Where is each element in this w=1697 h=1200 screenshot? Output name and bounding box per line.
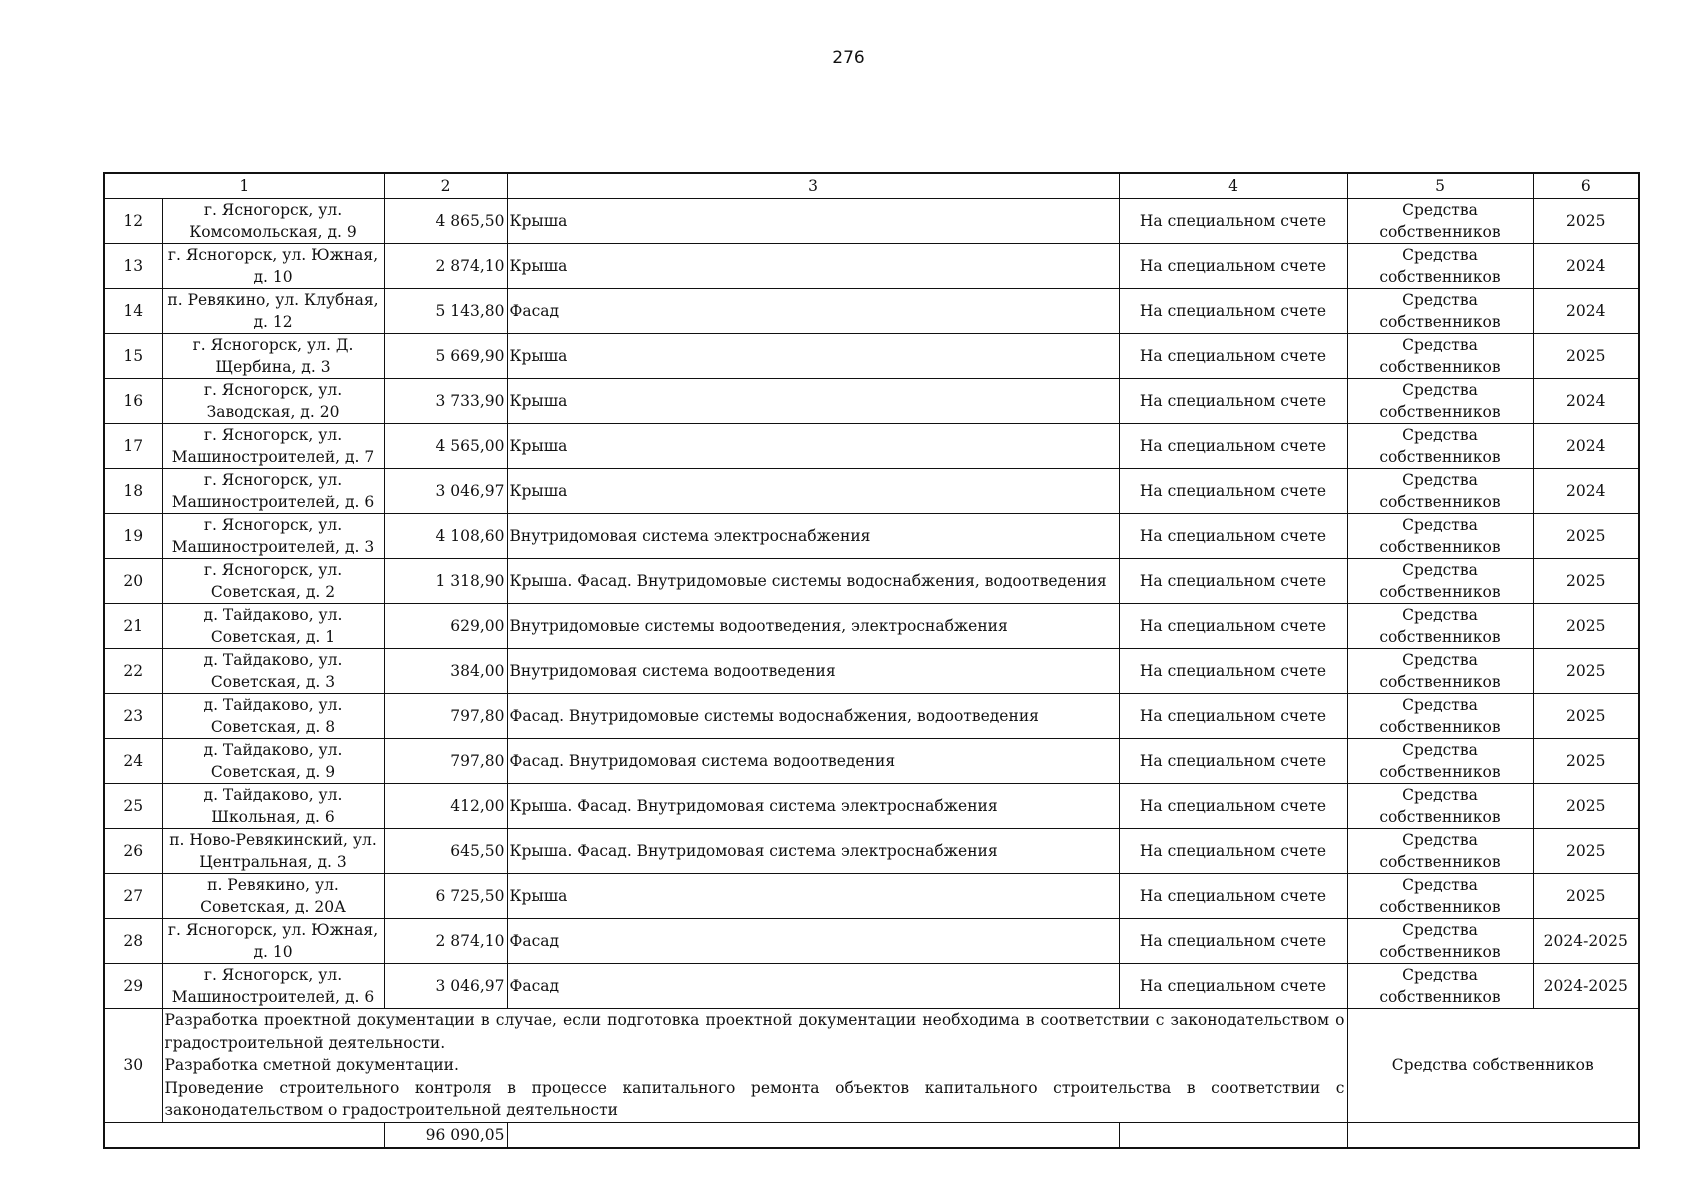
row-funding-source: Средства собственников: [1347, 604, 1533, 649]
row-fund-method: На специальном счете: [1119, 649, 1347, 694]
row-fund-method: На специальном счете: [1119, 919, 1347, 964]
row-work-type: Крыша: [507, 244, 1119, 289]
extra-works-line: Разработка проектной документации в случае, если подготовка проектной документации необходима в соответствии с законодательством о градостроительной деятельности.: [164, 1011, 1345, 1052]
total-blank-cell-5: [1347, 1122, 1639, 1148]
row-fund-method: На специальном счете: [1119, 694, 1347, 739]
total-blank-cell-3: [507, 1122, 1119, 1148]
row-funding-source: Средства собственников: [1347, 874, 1533, 919]
row-number: 17: [104, 424, 162, 469]
table-row: [104, 424, 1639, 469]
row-number: 19: [104, 514, 162, 559]
table-row: [104, 469, 1639, 514]
row-address: п. Ново-Ревякинский, ул. Центральная, д. 3: [162, 829, 384, 874]
table-row: [104, 964, 1639, 1009]
extra-works-line: Разработка сметной документации.: [164, 1056, 459, 1074]
row-work-type: Фасад: [507, 289, 1119, 334]
row-work-type: Крыша: [507, 469, 1119, 514]
table-row: [104, 739, 1639, 784]
row-fund-method: На специальном счете: [1119, 739, 1347, 784]
row-number: 25: [104, 784, 162, 829]
row-funding-source: Средства собственников: [1347, 334, 1533, 379]
row-area: 412,00: [384, 784, 507, 829]
row-funding-source: Средства собственников: [1347, 379, 1533, 424]
row-address: г. Ясногорск, ул. Машиностроителей, д. 3: [162, 514, 384, 559]
row-number: 22: [104, 649, 162, 694]
row-area: 2 874,10: [384, 244, 507, 289]
row-fund-method: На специальном счете: [1119, 469, 1347, 514]
header-col-1: 1: [104, 173, 384, 199]
row-area: 4 108,60: [384, 514, 507, 559]
row-number: 16: [104, 379, 162, 424]
row-funding-source: Средства собственников: [1347, 784, 1533, 829]
row-fund-method: На специальном счете: [1119, 964, 1347, 1009]
row-year: 2024: [1533, 469, 1639, 514]
row-number: 26: [104, 829, 162, 874]
row-fund-method: На специальном счете: [1119, 424, 1347, 469]
total-blank-cell-4: [1119, 1122, 1347, 1148]
row-number: 28: [104, 919, 162, 964]
row-funding-source: Средства собственников: [1347, 469, 1533, 514]
row-fund-method: На специальном счете: [1119, 559, 1347, 604]
table-row: [104, 919, 1639, 964]
table-row: [104, 514, 1639, 559]
row-number: 27: [104, 874, 162, 919]
row-year: 2025: [1533, 559, 1639, 604]
row-address: г. Ясногорск, ул. Южная, д. 10: [162, 244, 384, 289]
row-address: г. Ясногорск, ул. Советская, д. 2: [162, 559, 384, 604]
row-number: 29: [104, 964, 162, 1009]
row-area: 3 046,97: [384, 964, 507, 1009]
table-row: [104, 784, 1639, 829]
row-number: 15: [104, 334, 162, 379]
row-funding-source: Средства собственников: [1347, 694, 1533, 739]
row-year: 2025: [1533, 649, 1639, 694]
row-work-type: Крыша. Фасад. Внутридомовая система электроснабжения: [507, 784, 1119, 829]
row-number: 12: [104, 199, 162, 244]
table-row: [104, 334, 1639, 379]
row-work-type: Крыша. Фасад. Внутридомовые системы водоснабжения, водоотведения: [507, 559, 1119, 604]
row-area: 4 865,50: [384, 199, 507, 244]
row-area: 1 318,90: [384, 559, 507, 604]
extra-works-description: [162, 1009, 1347, 1123]
row-work-type: Крыша. Фасад. Внутридомовая система электроснабжения: [507, 829, 1119, 874]
row-address: п. Ревякино, ул. Советская, д. 20А: [162, 874, 384, 919]
row-year: 2025: [1533, 739, 1639, 784]
row-work-type: Фасад. Внутридомовые системы водоснабжения, водоотведения: [507, 694, 1119, 739]
row-address: г. Ясногорск, ул. Комсомольская, д. 9: [162, 199, 384, 244]
row-year: 2024: [1533, 289, 1639, 334]
row-address: г. Ясногорск, ул. Заводская, д. 20: [162, 379, 384, 424]
row-fund-method: На специальном счете: [1119, 829, 1347, 874]
row-work-type: Крыша: [507, 334, 1119, 379]
row-number: 18: [104, 469, 162, 514]
row-fund-method: На специальном счете: [1119, 604, 1347, 649]
row-number: 30: [104, 1009, 162, 1123]
table-row: [104, 559, 1639, 604]
row-funding-source: Средства собственников: [1347, 424, 1533, 469]
row-fund-method: На специальном счете: [1119, 379, 1347, 424]
table-total-row: [104, 1122, 1639, 1148]
row-funding-source: Средства собственников: [1347, 244, 1533, 289]
row-funding-source: Средства собственников: [1347, 964, 1533, 1009]
page-number: 276: [832, 48, 865, 68]
row-year: 2025: [1533, 784, 1639, 829]
row-funding-source: Средства собственников: [1347, 829, 1533, 874]
row-area: 2 874,10: [384, 919, 507, 964]
header-col-3: 3: [507, 173, 1119, 199]
row-address: д. Тайдаково, ул. Советская, д. 8: [162, 694, 384, 739]
table-row: [104, 694, 1639, 739]
row-address: д. Тайдаково, ул. Школьная, д. 6: [162, 784, 384, 829]
row-fund-method: На специальном счете: [1119, 334, 1347, 379]
row-area: 797,80: [384, 694, 507, 739]
extra-works-funding-source: Средства собственников: [1347, 1009, 1639, 1123]
row-area: 4 565,00: [384, 424, 507, 469]
row-work-type: Внутридомовая система электроснабжения: [507, 514, 1119, 559]
row-work-type: Крыша: [507, 379, 1119, 424]
row-funding-source: Средства собственников: [1347, 919, 1533, 964]
row-year: 2024-2025: [1533, 964, 1639, 1009]
row-work-type: Фасад: [507, 964, 1119, 1009]
row-area: 384,00: [384, 649, 507, 694]
row-area: 6 725,50: [384, 874, 507, 919]
table-row: [104, 874, 1639, 919]
header-col-6: 6: [1533, 173, 1639, 199]
row-area: 645,50: [384, 829, 507, 874]
row-address: д. Тайдаково, ул. Советская, д. 1: [162, 604, 384, 649]
row-year: 2025: [1533, 199, 1639, 244]
row-year: 2025: [1533, 874, 1639, 919]
row-number: 23: [104, 694, 162, 739]
row-funding-source: Средства собственников: [1347, 739, 1533, 784]
extra-works-line: Проведение строительного контроля в процессе капитального ремонта объектов капитального строительства в соответствии с законодательством о градостроительной деятельности: [164, 1078, 1345, 1119]
row-work-type: Крыша: [507, 199, 1119, 244]
header-col-5: 5: [1347, 173, 1533, 199]
table-header-row: [104, 173, 1639, 199]
table-row: [104, 649, 1639, 694]
repair-program-table: [103, 172, 1640, 1149]
row-address: д. Тайдаково, ул. Советская, д. 3: [162, 649, 384, 694]
row-address: г. Ясногорск, ул. Южная, д. 10: [162, 919, 384, 964]
table-row-extra-works: [104, 1009, 1639, 1123]
row-year: 2025: [1533, 829, 1639, 874]
row-year: 2025: [1533, 514, 1639, 559]
row-year: 2024: [1533, 379, 1639, 424]
header-col-4: 4: [1119, 173, 1347, 199]
row-address: п. Ревякино, ул. Клубная, д. 12: [162, 289, 384, 334]
row-work-type: Фасад. Внутридомовая система водоотведения: [507, 739, 1119, 784]
row-year: 2024: [1533, 244, 1639, 289]
row-number: 21: [104, 604, 162, 649]
row-fund-method: На специальном счете: [1119, 784, 1347, 829]
header-col-2: 2: [384, 173, 507, 199]
row-year: 2024: [1533, 424, 1639, 469]
row-fund-method: На специальном счете: [1119, 244, 1347, 289]
row-fund-method: На специальном счете: [1119, 199, 1347, 244]
row-work-type: Крыша: [507, 424, 1119, 469]
total-blank-cell: [104, 1122, 384, 1148]
table-row: [104, 289, 1639, 334]
row-number: 24: [104, 739, 162, 784]
row-fund-method: На специальном счете: [1119, 289, 1347, 334]
row-funding-source: Средства собственников: [1347, 514, 1533, 559]
row-area: 5 143,80: [384, 289, 507, 334]
row-work-type: Внутридомовые системы водоотведения, электроснабжения: [507, 604, 1119, 649]
row-year: 2024-2025: [1533, 919, 1639, 964]
row-number: 14: [104, 289, 162, 334]
row-funding-source: Средства собственников: [1347, 199, 1533, 244]
table-row: [104, 379, 1639, 424]
row-work-type: Крыша: [507, 874, 1119, 919]
row-year: 2025: [1533, 694, 1639, 739]
row-work-type: Фасад: [507, 919, 1119, 964]
row-funding-source: Средства собственников: [1347, 559, 1533, 604]
table-row: [104, 244, 1639, 289]
row-area: 5 669,90: [384, 334, 507, 379]
row-address: г. Ясногорск, ул. Машиностроителей, д. 6: [162, 964, 384, 1009]
total-area: 96 090,05: [384, 1122, 507, 1148]
row-year: 2025: [1533, 334, 1639, 379]
row-address: г. Ясногорск, ул. Машиностроителей, д. 7: [162, 424, 384, 469]
table-row: [104, 199, 1639, 244]
row-fund-method: На специальном счете: [1119, 514, 1347, 559]
row-area: 3 733,90: [384, 379, 507, 424]
row-year: 2025: [1533, 604, 1639, 649]
table-row: [104, 829, 1639, 874]
row-fund-method: На специальном счете: [1119, 874, 1347, 919]
row-area: 629,00: [384, 604, 507, 649]
row-area: 797,80: [384, 739, 507, 784]
row-funding-source: Средства собственников: [1347, 289, 1533, 334]
row-area: 3 046,97: [384, 469, 507, 514]
row-address: г. Ясногорск, ул. Машиностроителей, д. 6: [162, 469, 384, 514]
table-row: [104, 604, 1639, 649]
row-address: г. Ясногорск, ул. Д. Щербина, д. 3: [162, 334, 384, 379]
row-work-type: Внутридомовая система водоотведения: [507, 649, 1119, 694]
row-address: д. Тайдаково, ул. Советская, д. 9: [162, 739, 384, 784]
row-number: 13: [104, 244, 162, 289]
row-funding-source: Средства собственников: [1347, 649, 1533, 694]
row-number: 20: [104, 559, 162, 604]
